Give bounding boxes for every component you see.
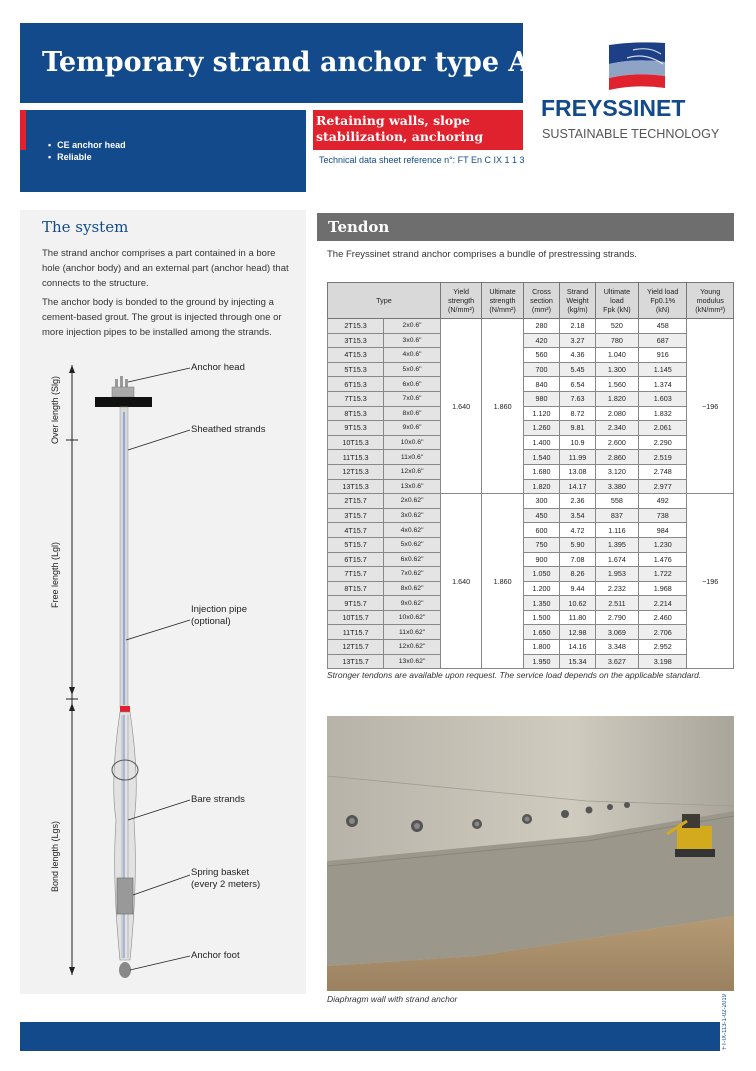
cell-strands: 8x0.62" [384,581,441,596]
cell-cross-section: 450 [523,508,559,523]
cell-type: 3T15.7 [328,508,384,523]
cell-weight: 5.90 [560,537,596,552]
cell-strands: 10x0.6" [384,435,441,450]
table-row [328,391,734,406]
cell-weight: 10.9 [560,435,596,450]
cell-strands: 2x0.62" [384,494,441,509]
table-row [328,319,734,334]
cell-weight: 3.54 [560,508,596,523]
cell-yield-load: 3.198 [638,654,686,669]
photo-caption: Diaphragm wall with strand anchor [327,994,458,1004]
cell-strands: 7x0.6" [384,391,441,406]
cell-cross-section: 900 [523,552,559,567]
cell-cross-section: 280 [523,319,559,334]
cell-ultimate-load: 3.120 [595,464,638,479]
cell-weight: 5.45 [560,362,596,377]
cell-cross-section: 1.540 [523,450,559,465]
cell-strands: 2x0.6" [384,319,441,334]
document-code: FT-IX-113-1-02-2019 [722,994,728,1050]
cell-ultimate-load: 1.674 [595,552,638,567]
cell-yield-load: 1.968 [638,581,686,596]
table-row [328,625,734,640]
cell-type: 4T15.7 [328,523,384,538]
cell-strands: 9x0.6" [384,421,441,436]
cell-type: 11T15.3 [328,450,384,465]
cell-cross-section: 1.650 [523,625,559,640]
cell-ultimate-load: 780 [595,333,638,348]
cell-type: 9T15.7 [328,596,384,611]
cell-strands: 11x0.6" [384,450,441,465]
cell-ultimate-load: 2.600 [595,435,638,450]
cell-strands: 9x0.62" [384,596,441,611]
cell-strands: 11x0.62" [384,625,441,640]
logo-tagline: SUSTAINABLE TECHNOLOGY [542,127,720,141]
table-row [328,610,734,625]
cell-type: 12T15.7 [328,640,384,655]
cell-strands: 12x0.62" [384,640,441,655]
label-bare-strands: Bare strands [191,794,245,805]
table-header-row [328,283,734,319]
label-anchor-head: Anchor head [191,362,245,373]
cell-type: 9T15.3 [328,421,384,436]
cell-cross-section: 1.820 [523,479,559,494]
cell-cross-section: 560 [523,348,559,363]
cell-type: 8T15.3 [328,406,384,421]
cell-ultimate-load: 3.348 [595,640,638,655]
cell-strands: 13x0.62" [384,654,441,669]
cell-yield-load: 2.706 [638,625,686,640]
cell-ultimate-load: 1.116 [595,523,638,538]
system-title: The system [42,218,129,236]
cell-cross-section: 1.680 [523,464,559,479]
col-ultimate: Ultimate strength (N/mm²) [482,283,523,319]
cell-yield-strength: 1.640 [440,319,481,494]
free-length-label: Free length (Lgl) [50,541,60,608]
cell-weight: 14.17 [560,479,596,494]
cell-strands: 4x0.62" [384,523,441,538]
cell-type: 2T15.7 [328,494,384,509]
cell-yield-load: 2.460 [638,610,686,625]
cell-ultimate-load: 558 [595,494,638,509]
cell-cross-section: 1.800 [523,640,559,655]
cell-yield-load: 2.952 [638,640,686,655]
cell-weight: 9.81 [560,421,596,436]
cell-weight: 10.62 [560,596,596,611]
over-length-label: Over length (Slg) [50,375,60,444]
cell-ultimate-load: 3.380 [595,479,638,494]
cell-ultimate-load: 1.953 [595,567,638,582]
cell-ultimate-load: 2.790 [595,610,638,625]
cell-strands: 10x0.62" [384,610,441,625]
table-row [328,435,734,450]
table-row [328,450,734,465]
cell-weight: 11.80 [560,610,596,625]
cell-ultimate-load: 1.820 [595,391,638,406]
cell-type: 7T15.7 [328,567,384,582]
cell-cross-section: 1.120 [523,406,559,421]
cell-yield-load: 916 [638,348,686,363]
cell-type: 8T15.7 [328,581,384,596]
cell-type: 13T15.7 [328,654,384,669]
cell-weight: 9.44 [560,581,596,596]
system-paragraph: The strand anchor comprises a part contained in a bore hole (anchor body) and an external part (anchor head) that connects to the structure. [42,248,289,289]
cell-strands: 5x0.6" [384,362,441,377]
cell-cross-section: 750 [523,537,559,552]
cell-yield-load: 687 [638,333,686,348]
label-spring-basket-note: (every 2 meters) [191,879,261,890]
cell-yield-load: 1.832 [638,406,686,421]
col-yield-load: Yield load Fp0.1% (kN) [638,283,686,319]
label-spring-basket: Spring basket [191,867,250,878]
cell-yield-load: 1.374 [638,377,686,392]
table-row [328,552,734,567]
feature-item: • Reliable [48,152,306,162]
cell-weight: 6.54 [560,377,596,392]
cell-type: 7T15.3 [328,391,384,406]
cell-weight: 13.08 [560,464,596,479]
cell-cross-section: 1.400 [523,435,559,450]
cell-strands: 12x0.6" [384,464,441,479]
cell-weight: 4.36 [560,348,596,363]
cell-weight: 11.99 [560,450,596,465]
cell-strands: 5x0.62" [384,537,441,552]
diaphragm-wall-photo [327,716,734,991]
cell-weight: 8.26 [560,567,596,582]
cell-strands: 3x0.6" [384,333,441,348]
cell-yield-load: 458 [638,319,686,334]
table-row [328,567,734,582]
cell-ultimate-load: 2.511 [595,596,638,611]
cell-yield-load: 1.603 [638,391,686,406]
cell-yield-load: 984 [638,523,686,538]
cell-cross-section: 1.350 [523,596,559,611]
bond-length-label: Bond length (Lgs) [50,820,60,892]
cell-type: 12T15.3 [328,464,384,479]
table-row [328,523,734,538]
tendon-table [327,282,734,669]
label-injection-optional: (optional) [191,616,231,627]
cell-type: 3T15.3 [328,333,384,348]
cell-strands: 8x0.6" [384,406,441,421]
cell-ultimate-load: 2.080 [595,406,638,421]
cell-ultimate-load: 2.232 [595,581,638,596]
tech-ref: Technical data sheet reference n°: FT En C IX 1 1 3 [319,155,525,165]
cell-yield-load: 2.748 [638,464,686,479]
cell-cross-section: 1.200 [523,581,559,596]
accent-strip [20,110,26,150]
freyssinet-logo [541,40,736,150]
page-title: Temporary strand anchor type A [20,23,523,103]
logo-mark-icon [541,40,736,150]
cell-ultimate-load: 1.395 [595,537,638,552]
cell-weight: 7.63 [560,391,596,406]
cell-type: 13T15.3 [328,479,384,494]
tendon-title: Tendon [317,213,734,241]
cell-type: 5T15.3 [328,362,384,377]
cell-strands: 6x0.62" [384,552,441,567]
col-young: Young modulus (kN/mm²) [687,283,734,319]
feature-list [48,140,306,162]
cell-strands: 3x0.62" [384,508,441,523]
cell-type: 5T15.7 [328,537,384,552]
col-type: Type [328,283,441,319]
cell-weight: 2.36 [560,494,596,509]
cell-cross-section: 1.950 [523,654,559,669]
col-yield: Yield strength (N/mm²) [440,283,481,319]
cell-strands: 7x0.62" [384,567,441,582]
cell-type: 10T15.7 [328,610,384,625]
table-row [328,581,734,596]
cell-type: 10T15.3 [328,435,384,450]
col-ultimate-load: Ultimate load Fpk (kN) [595,283,638,319]
cell-yield-load: 2.061 [638,421,686,436]
cell-type: 6T15.3 [328,377,384,392]
applications-band: Retaining walls, slope stabilization, anchoring [313,110,523,150]
table-row [328,654,734,669]
table-row [328,333,734,348]
table-row [328,479,734,494]
table-row [328,421,734,436]
cell-yield-load: 492 [638,494,686,509]
cell-cross-section: 300 [523,494,559,509]
cell-yield-strength: 1.640 [440,494,481,669]
tendon-intro: The Freyssinet strand anchor comprises a bundle of prestressing strands. [327,249,637,260]
cell-weight: 8.72 [560,406,596,421]
cell-yield-load: 1.476 [638,552,686,567]
cell-type: 2T15.3 [328,319,384,334]
cell-yield-load: 2.290 [638,435,686,450]
cell-cross-section: 600 [523,523,559,538]
cell-weight: 3.27 [560,333,596,348]
cell-weight: 14.16 [560,640,596,655]
table-row [328,362,734,377]
cell-yield-load: 2.519 [638,450,686,465]
cell-ultimate-load: 1.040 [595,348,638,363]
cell-yield-load: 1.145 [638,362,686,377]
cell-type: 11T15.7 [328,625,384,640]
table-row [328,464,734,479]
label-anchor-foot: Anchor foot [191,950,240,961]
cell-cross-section: 980 [523,391,559,406]
cell-strands: 6x0.6" [384,377,441,392]
cell-ultimate-load: 2.340 [595,421,638,436]
table-note: Stronger tendons are available upon request. The service load depends on the applicable standard. [327,670,702,680]
table-row [328,406,734,421]
table-row [328,596,734,611]
cell-cross-section: 420 [523,333,559,348]
table-row [328,377,734,392]
cell-young-modulus: ~196 [687,494,734,669]
cell-weight: 7.08 [560,552,596,567]
table-row [328,348,734,363]
logo-brand: FREYSSINET [541,95,686,121]
cell-ultimate-load: 1.300 [595,362,638,377]
cell-ultimate-load: 3.069 [595,625,638,640]
cell-weight: 12.98 [560,625,596,640]
cell-type: 6T15.7 [328,552,384,567]
cell-cross-section: 700 [523,362,559,377]
cell-ultimate-strength: 1.860 [482,319,523,494]
col-weight: Strand Weight (kg/m) [560,283,596,319]
cell-weight: 15.34 [560,654,596,669]
table-row [328,508,734,523]
cell-ultimate-load: 837 [595,508,638,523]
system-paragraph: The anchor body is bonded to the ground by injecting a cement-based grout. The grout is injected through one or more injection pipes to be installed among the strands. [42,297,282,338]
cell-ultimate-strength: 1.860 [482,494,523,669]
cell-cross-section: 840 [523,377,559,392]
cell-yield-load: 1.230 [638,537,686,552]
features-panel [20,110,306,192]
cell-strands: 4x0.6" [384,348,441,363]
cell-ultimate-load: 1.560 [595,377,638,392]
col-cross-section: Cross section (mm²) [523,283,559,319]
cell-cross-section: 1.500 [523,610,559,625]
cell-strands: 13x0.6" [384,479,441,494]
cell-young-modulus: ~196 [687,319,734,494]
cell-type: 4T15.3 [328,348,384,363]
anchor-diagram [40,360,220,985]
cell-yield-load: 2.214 [638,596,686,611]
cell-ultimate-load: 520 [595,319,638,334]
cell-yield-load: 738 [638,508,686,523]
cell-weight: 4.72 [560,523,596,538]
footer-bar [20,1022,720,1051]
label-injection-pipe: Injection pipe [191,604,247,615]
cell-yield-load: 1.722 [638,567,686,582]
feature-item: • CE anchor head [48,140,306,150]
table-row [328,494,734,509]
cell-weight: 2.18 [560,319,596,334]
cell-cross-section: 1.260 [523,421,559,436]
cell-ultimate-load: 2.860 [595,450,638,465]
cell-yield-load: 2.977 [638,479,686,494]
cell-cross-section: 1.050 [523,567,559,582]
cell-ultimate-load: 3.627 [595,654,638,669]
table-row [328,537,734,552]
table-row [328,640,734,655]
label-sheathed-strands: Sheathed strands [191,424,266,435]
